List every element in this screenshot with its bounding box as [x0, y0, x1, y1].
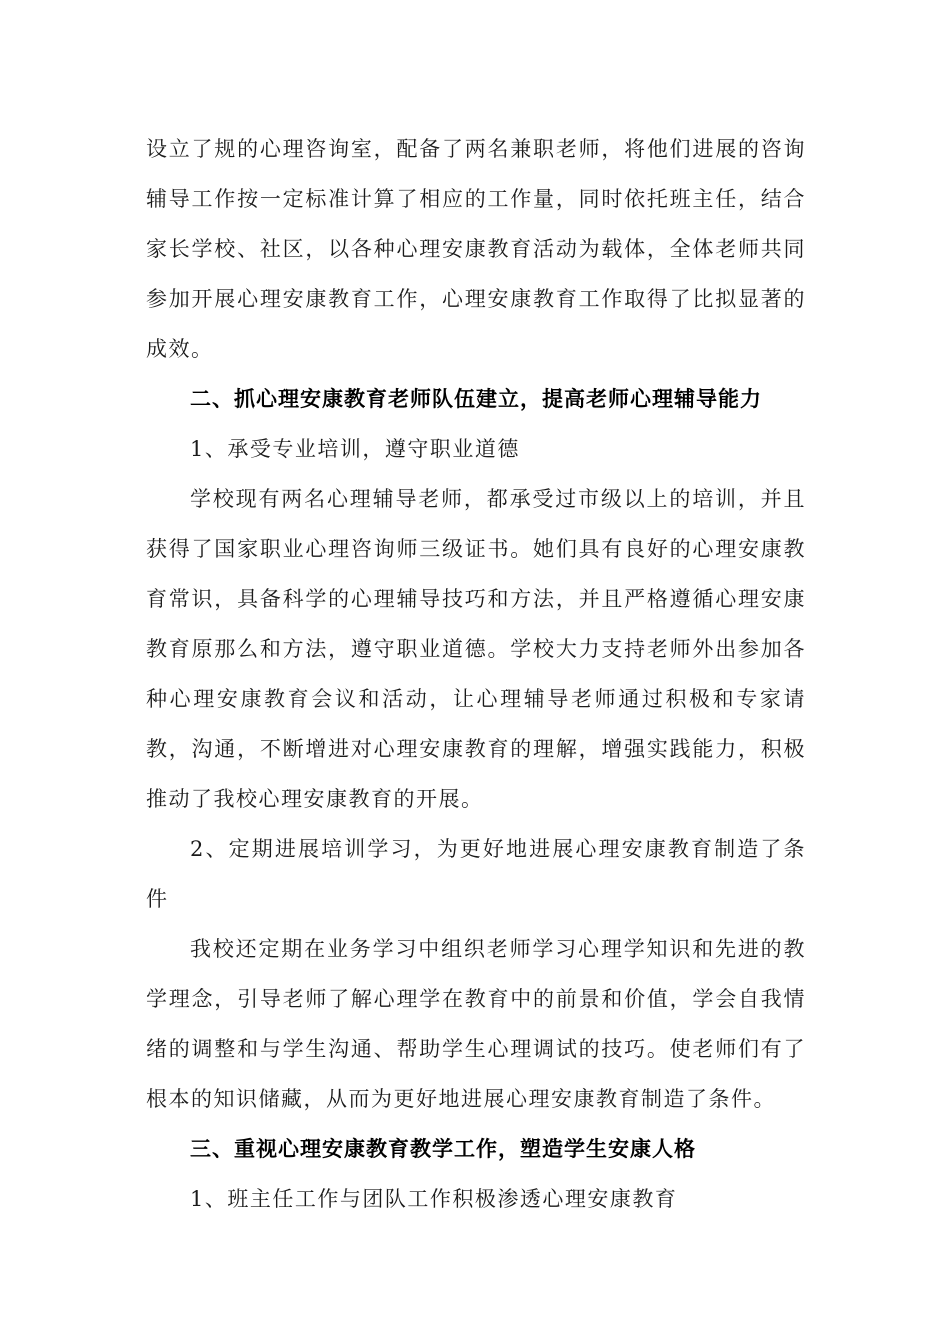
body-paragraph: 设立了规的心理咨询室，配备了两名兼职老师，将他们进展的咨询辅导工作按一定标准计算了相应的工作量，同时依托班主任，结合家长学校、社区，以各种心理安康教育活动为载体，全体老师共同参加开展心理安康教育工作，心理安康教育工作取得了比拟显著的成效。 — [146, 137, 806, 361]
body-paragraph: 我校还定期在业务学习中组织老师学习心理学知识和先进的教学理念，引导老师了解心理学在教育中的前景和价值，学会自我情绪的调整和与学生沟通、帮助学生心理调试的技巧。使老师们有了根本的知识储藏，从而为更好地进展心理安康教育制造了条件。 — [146, 937, 806, 1111]
section-heading: 三、重视心理安康教育教学工作，塑造学生安康人格 — [190, 1136, 696, 1161]
subsection-heading: 1、班主任工作与团队工作积极渗透心理安康教育 — [190, 1187, 678, 1211]
section-heading: 二、抓心理安康教育老师队伍建立，提高老师心理辅导能力 — [190, 386, 762, 411]
subsection-heading: 1、承受专业培训，遵守职业道德 — [190, 437, 520, 461]
document-body — [146, 124, 806, 1224]
body-paragraph: 学校现有两名心理辅导老师，都承受过市级以上的培训，并且获得了国家职业心理咨询师三级证书。她们具有良好的心理安康教育常识，具备科学的心理辅导技巧和方法，并且严格遵循心理安康教育原那么和方法，遵守职业道德。学校大力支持老师外出参加各种心理安康教育会议和活动，让心理辅导老师通过积极和专家请教，沟通，不断增进对心理安康教育的理解，增强实践能力，积极推动了我校心理安康教育的开展。 — [146, 487, 806, 811]
subsection-heading: 2、定期进展培训学习，为更好地进展心理安康教育制造了条件 — [146, 837, 806, 911]
